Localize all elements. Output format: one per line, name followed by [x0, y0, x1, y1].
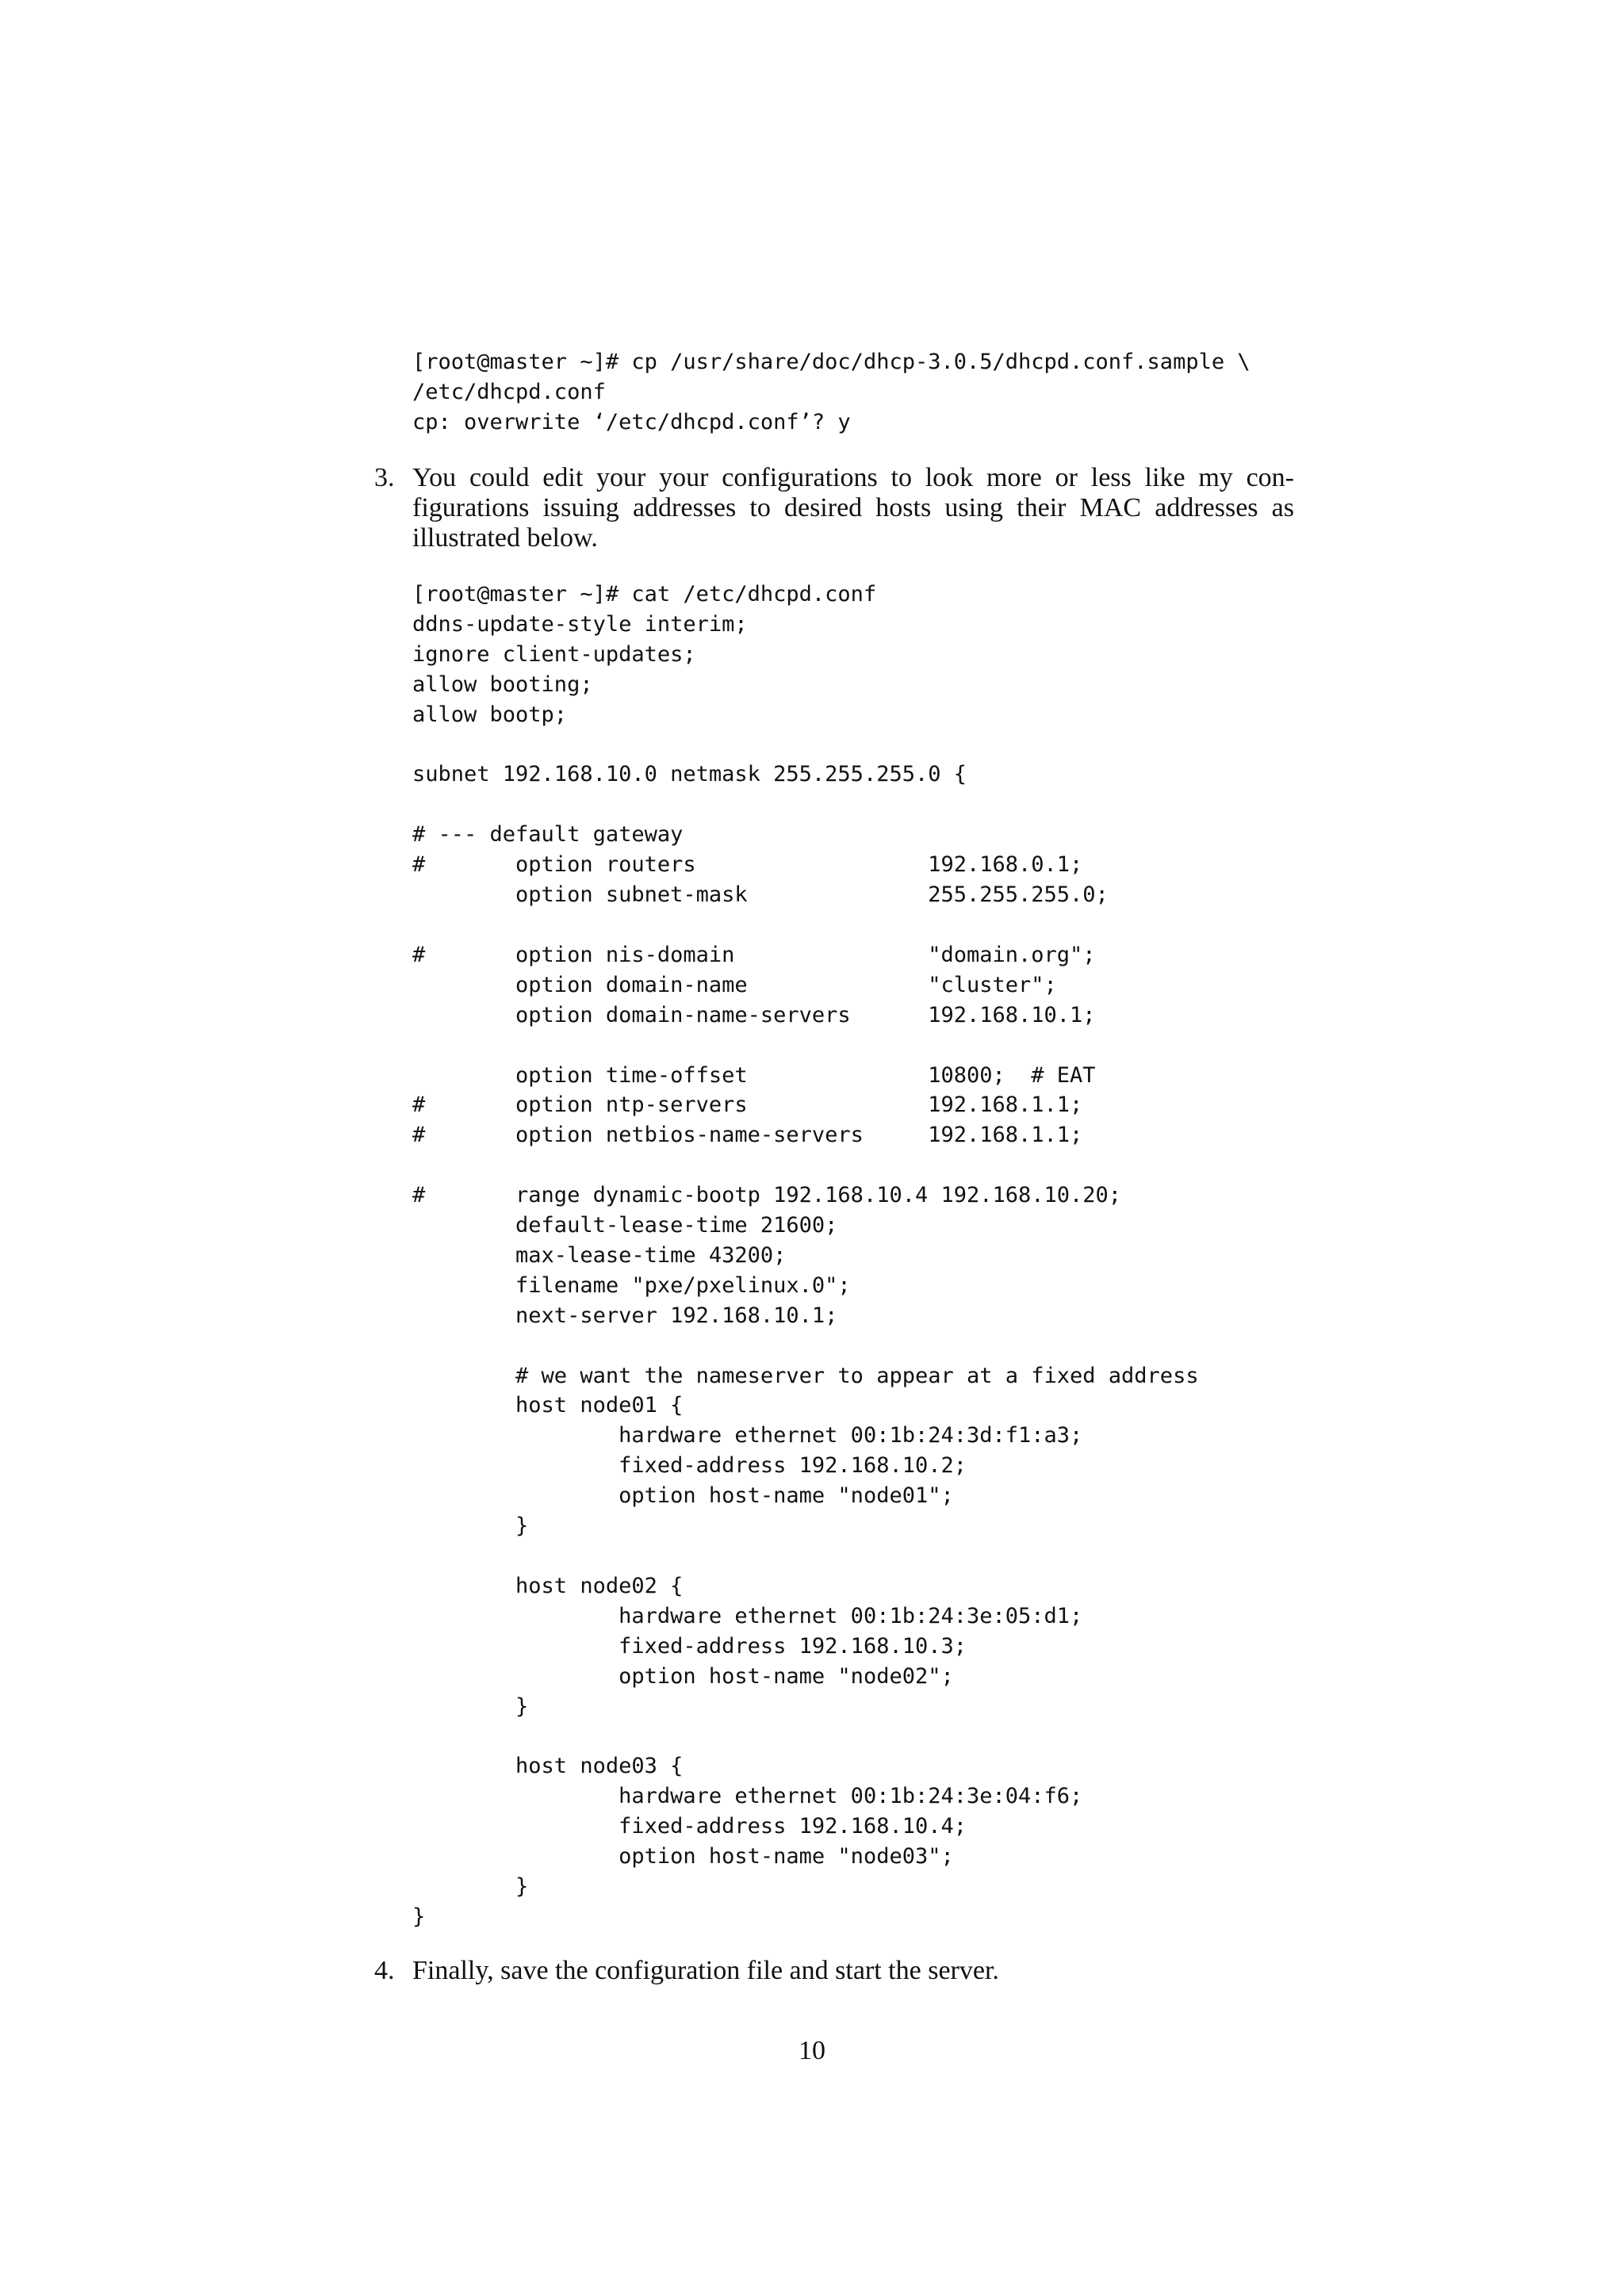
list-item-step-3 — [374, 463, 1294, 553]
page-number: 10 — [799, 2036, 825, 2065]
list-item-text: Finally, save the configuration file and start the server. — [412, 1956, 999, 1985]
list-item-text: You could edit your your configurations to look more or less like my configurations issuing addresses to desired hosts using their MAC addresses as illustrated below. — [412, 463, 1294, 553]
list-item-number: 4. — [374, 1956, 395, 1985]
code-block-cp-command: [root@master ~]# cp /usr/share/doc/dhcp-3.0.5/dhcpd.conf.sample \ /etc/dhcpd.conf cp: overwrite ‘/etc/dhcpd.conf’? y — [412, 350, 1251, 434]
list-item-number: 3. — [374, 463, 395, 492]
code-block-dhcpd-conf: [root@master ~]# cat /etc/dhcpd.conf ddns-update-style interim; ignore client-updates; allow booting; allow bootp; subnet 192.168.10.0 netmask 255.255.255.0 { # --- default gateway # option routers 192.168.0.1; option subnet-mask 255.255.255.0; # option nis-domain "domain.org"; option domain-name "cluster"; option domain-name-servers 192.168.10.1; option time-offset 10800; # EAT # option ntp-servers 192.168.1.1; # option netbios-name-servers 192.168.1.1; # range dynamic-bootp 192.168.10.4 192.168.10.20; default-lease-time 21600; max-lease-time 43200; filename "pxe/pxelinux.0"; next-server 192.168.10.1; # we want the nameserver to appear at a fixed address host node01 { hardware ethernet 00:1b:24:3d:f1:a3; fixed-address 192.168.10.2; option host-name "node01"; } host node02 { hardware ethernet 00:1b:24:3e:05:d1; fixed-address 192.168.10.3; option host-name "node02"; } host node03 { hardware ethernet 00:1b:24:3e:04:f6; fixed-address 192.168.10.4; option host-name "node03"; } } — [412, 582, 1199, 1929]
list-item-step-4 — [374, 1956, 1294, 1986]
